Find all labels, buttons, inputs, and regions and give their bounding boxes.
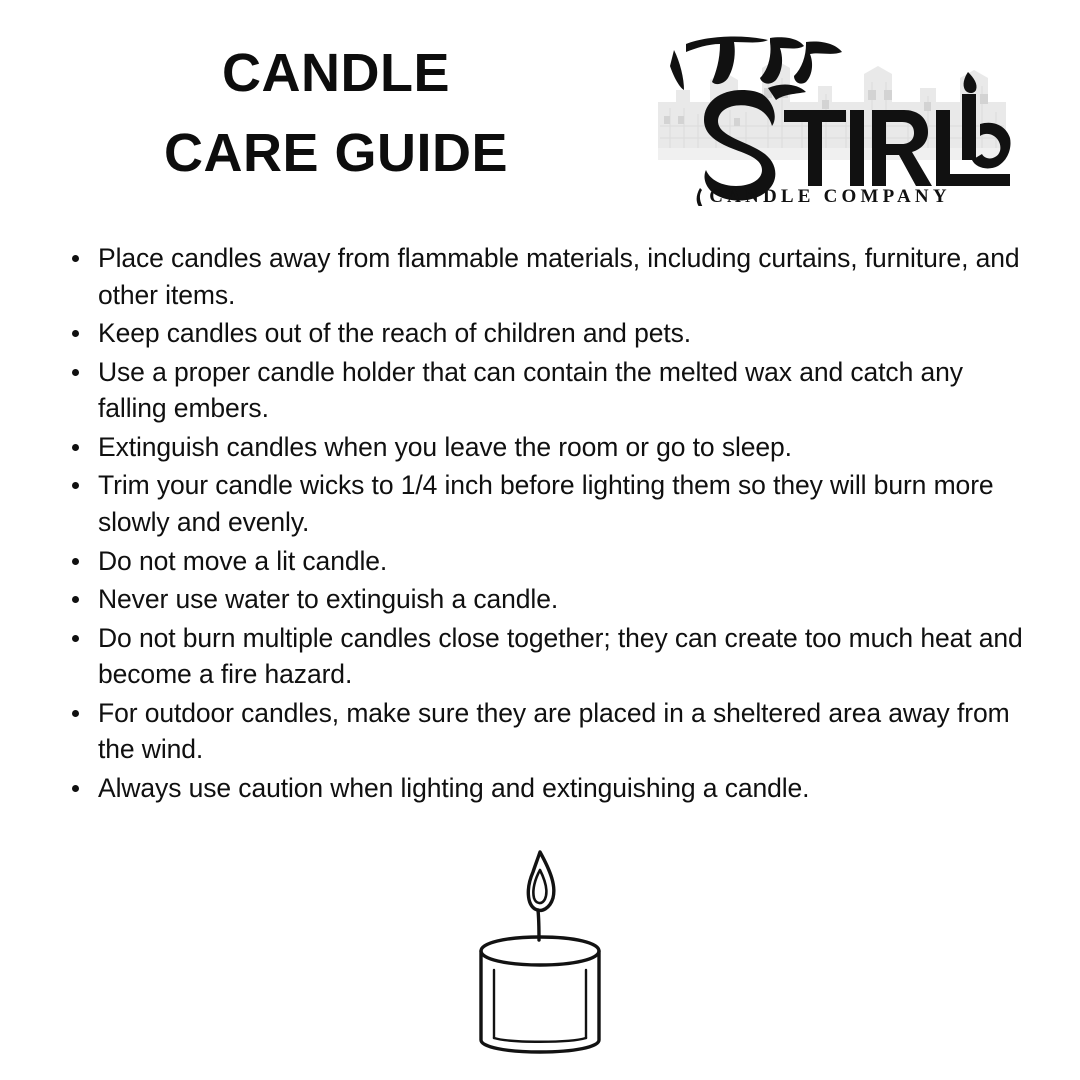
stirling-logo-icon [650,28,1018,206]
brand-logo [650,28,1018,206]
list-item: Trim your candle wicks to 1/4 inch before lighting them so they will burn more slowly and evenly. [60,467,1028,540]
page-title-line-1: CANDLE [222,43,450,103]
care-instructions-section [0,206,1080,806]
list-item: Do not move a lit candle. [60,543,1028,580]
list-item: Always use caution when lighting and extinguishing a candle. [60,770,1028,807]
list-item: Use a proper candle holder that can contain the melted wax and catch any falling embers. [60,354,1028,427]
list-item: Keep candles out of the reach of children and pets. [60,315,1028,352]
document-header [0,0,1080,206]
candle-illustration [0,844,1080,1054]
lit-candle-icon [450,844,630,1054]
list-item: For outdoor candles, make sure they are placed in a sheltered area away from the wind. [60,695,1028,768]
brand-tagline: CANDLE COMPANY [709,186,951,207]
care-list [60,240,1028,806]
list-item: Never use water to extinguish a candle. [60,581,1028,618]
list-item: Extinguish candles when you leave the room or go to sleep. [60,429,1028,466]
page-title-line-2: CARE GUIDE [163,122,509,183]
page-title [56,22,616,194]
list-item: Do not burn multiple candles close together; they can create too much heat and become a fire hazard. [60,620,1028,693]
list-item: Place candles away from flammable materials, including curtains, furniture, and other items. [60,240,1028,313]
